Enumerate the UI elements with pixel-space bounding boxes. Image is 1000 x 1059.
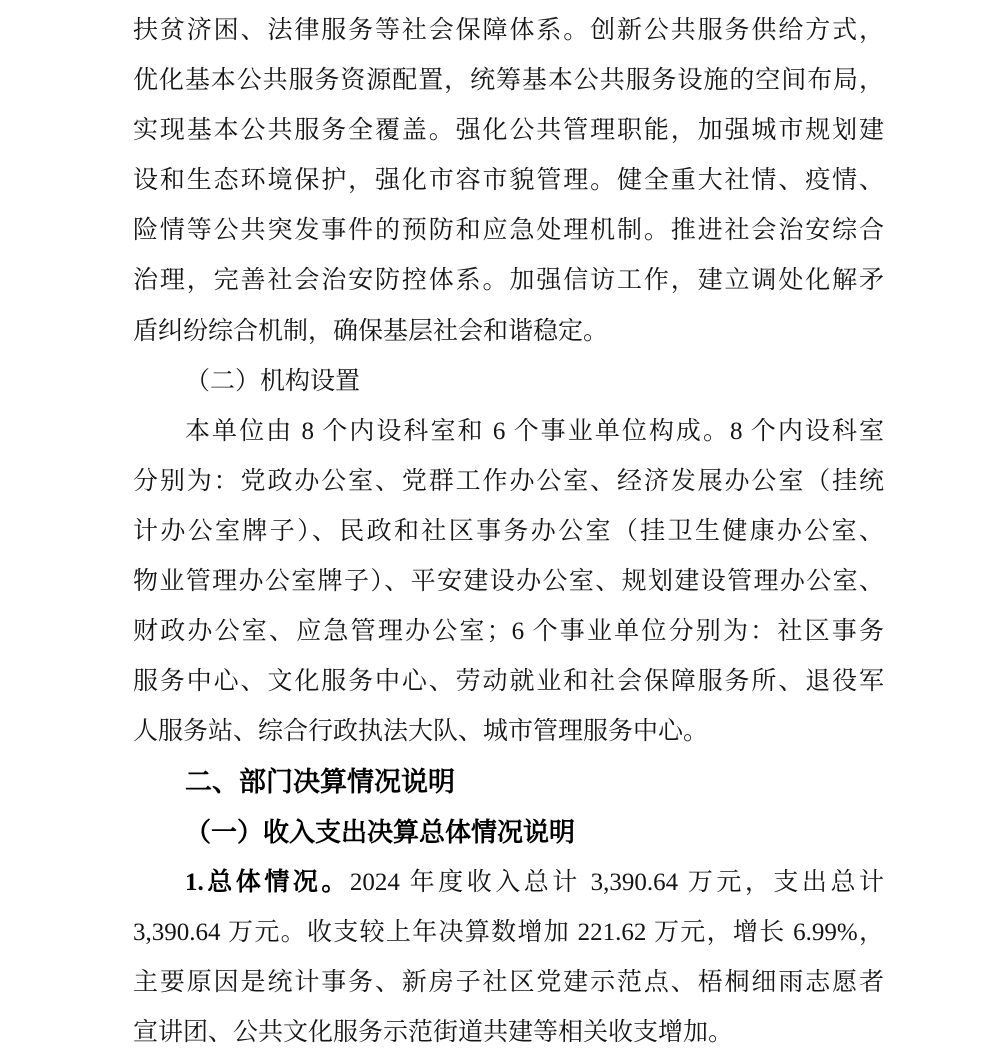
text-line: 优化基本公共服务资源配置，统筹基本公共服务设施的空间布局， — [133, 67, 884, 95]
text-line: 主要原因是统计事务、新房子社区党建示范点、梧桐细雨志愿者 — [133, 968, 884, 996]
text-line: 人服务站、综合行政执法大队、城市管理服务中心。 — [133, 718, 709, 746]
text-line: 设和生态环境保护，强化市容市貌管理。健全重大社情、疫情、 — [133, 167, 884, 195]
paragraph-institutional-composition — [133, 407, 884, 758]
text-line: 财政办公室、应急管理办公室；6 个事业单位分别为：社区事务 — [133, 618, 884, 646]
text-line: 险情等公共突发事件的预防和应急处理机制。推进社会治安综合 — [133, 217, 884, 245]
text-line — [133, 858, 884, 908]
heading-institutional-setup — [133, 357, 884, 407]
text-line: 服务中心、文化服务中心、劳动就业和社会保障服务所、退役军 — [133, 668, 884, 696]
heading-section-2-final-accounts-statement — [133, 757, 884, 807]
text-run: 2024 年度收入总计 3,390.64 万元，支出总计 — [349, 868, 884, 896]
text-line: 治理，完善社会治安防控体系。加强信访工作，建立调处化解矛 — [133, 267, 884, 295]
text-line: 实现基本公共服务全覆盖。强化公共管理职能，加强城市规划建 — [133, 117, 884, 145]
text-line: 计办公室牌子）、民政和社区事务办公室（挂卫生健康办公室、 — [133, 517, 884, 545]
text-line: 3,390.64 万元。收支较上年决算数增加 221.62 万元，增长 6.99%， — [133, 918, 884, 946]
bold-lead-run: 1.总体情况。 — [185, 868, 350, 896]
paragraph-overall-situation — [133, 858, 884, 1058]
text-line: 物业管理办公室牌子）、平安建设办公室、规划建设管理办公室、 — [133, 568, 884, 596]
text-line: 盾纠纷综合机制，确保基层社会和谐稳定。 — [133, 317, 609, 345]
heading-line: （二）机构设置 — [185, 367, 361, 395]
text-line: 扶贫济困、法律服务等社会保障体系。创新公共服务供给方式， — [133, 17, 884, 44]
paragraph-social-services — [133, 6, 884, 357]
text-line: 本单位由 8 个内设科室和 6 个事业单位构成。8 个内设科室 — [185, 417, 884, 445]
text-line: 分别为：党政办公室、党群工作办公室、经济发展办公室（挂统 — [133, 467, 884, 495]
heading-line: （一）收入支出决算总体情况说明 — [185, 817, 576, 847]
heading-subsection-1-income-expenditure-overview — [133, 808, 884, 858]
heading-line: 二、部门决算情况说明 — [185, 767, 455, 798]
text-line: 宣讲团、公共文化服务示范街道共建等相关收支增加。 — [133, 1018, 734, 1046]
